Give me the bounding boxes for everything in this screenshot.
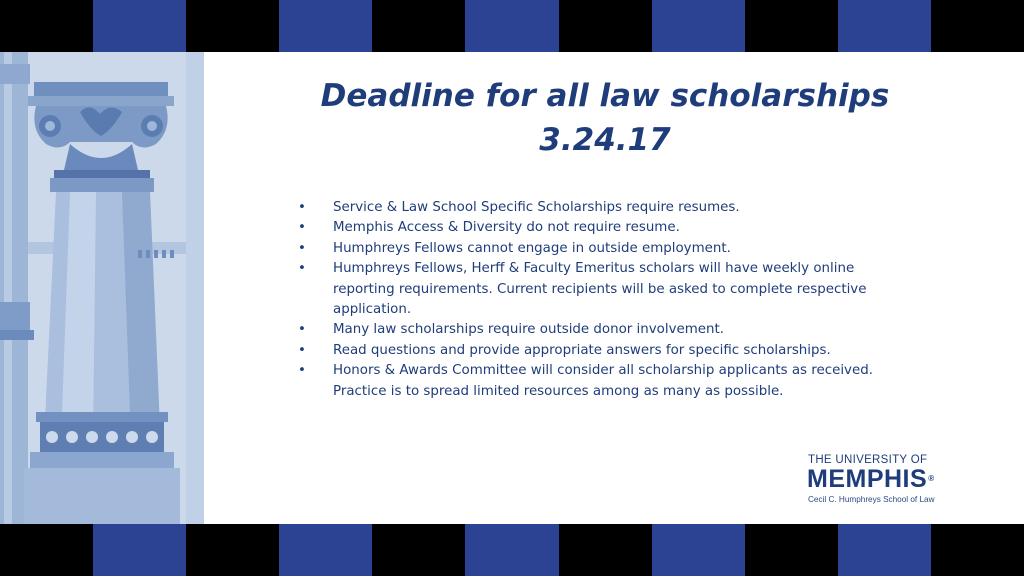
top-stripe-band: [0, 0, 1024, 52]
list-item: [296, 361, 906, 402]
stripe-blue: [465, 524, 558, 576]
stripe-black: [931, 0, 1024, 52]
bullet-glyph: •: [298, 363, 306, 379]
logo-line-3: Cecil C. Humphreys School of Law: [808, 495, 935, 504]
stripe-black: [372, 0, 465, 52]
bullet-text: Honors & Awards Committee will consider all scholarship applicants as received. Practice is to spread limited resources among as many as possible.: [333, 363, 873, 399]
stripe-black: [0, 0, 93, 52]
stripe-black: [186, 524, 279, 576]
list-item: [296, 320, 906, 340]
stripe-blue: [93, 524, 186, 576]
university-logo: [800, 454, 950, 510]
list-item: [296, 218, 906, 238]
stripe-blue: [652, 0, 745, 52]
bullet-text: Humphreys Fellows cannot engage in outside employment.: [333, 240, 731, 256]
title-line-1: Deadline for all law scholarships: [320, 78, 890, 114]
stripe-black: [0, 524, 93, 576]
bullet-text: Many law scholarships require outside donor involvement.: [333, 322, 725, 338]
stripe-blue: [838, 0, 931, 52]
registered-mark: ®: [928, 474, 935, 483]
bullet-glyph: •: [298, 200, 306, 215]
stripe-black: [559, 524, 652, 576]
bullet-glyph: •: [298, 220, 306, 236]
bullet-glyph: •: [298, 261, 306, 277]
stripe-blue: [279, 524, 372, 576]
stripe-black: [186, 0, 279, 52]
stripe-blue: [652, 524, 745, 576]
list-item: [296, 239, 906, 259]
bullet-glyph: •: [298, 240, 306, 256]
logo-line-1: THE UNIVERSITY OF: [808, 454, 928, 466]
stripe-black: [931, 524, 1024, 576]
stripe-black: [745, 524, 838, 576]
logo-wordmark: [800, 467, 950, 491]
stripe-blue: [465, 0, 558, 52]
slide-title: [270, 74, 940, 162]
bullet-text: Humphreys Fellows, Herff & Faculty Emeritus scholars will have weekly online reporting requirements. Current recipients will be asked to complete respective application.: [333, 261, 867, 318]
bullet-glyph: •: [298, 342, 306, 358]
bottom-stripe-band: [0, 524, 1024, 576]
bullet-text: Memphis Access & Diversity do not require resume.: [333, 220, 680, 236]
column-illustration: [0, 52, 204, 524]
bullet-text: Service & Law School Specific Scholarships require resumes.: [333, 200, 740, 215]
stripe-blue: [93, 0, 186, 52]
list-item: [296, 341, 906, 361]
bullet-text: Read questions and provide appropriate answers for specific scholarships.: [333, 342, 831, 358]
stripe-black: [559, 0, 652, 52]
stripe-blue: [279, 0, 372, 52]
title-line-2: 3.24.17: [539, 122, 671, 158]
stripe-black: [745, 0, 838, 52]
logo-line-2: MEMPHIS: [807, 465, 928, 493]
stripe-blue: [838, 524, 931, 576]
list-item: [296, 259, 906, 320]
stripe-black: [372, 524, 465, 576]
bullet-glyph: •: [298, 322, 306, 338]
list-item: [296, 198, 906, 218]
bullet-list: [296, 198, 906, 402]
